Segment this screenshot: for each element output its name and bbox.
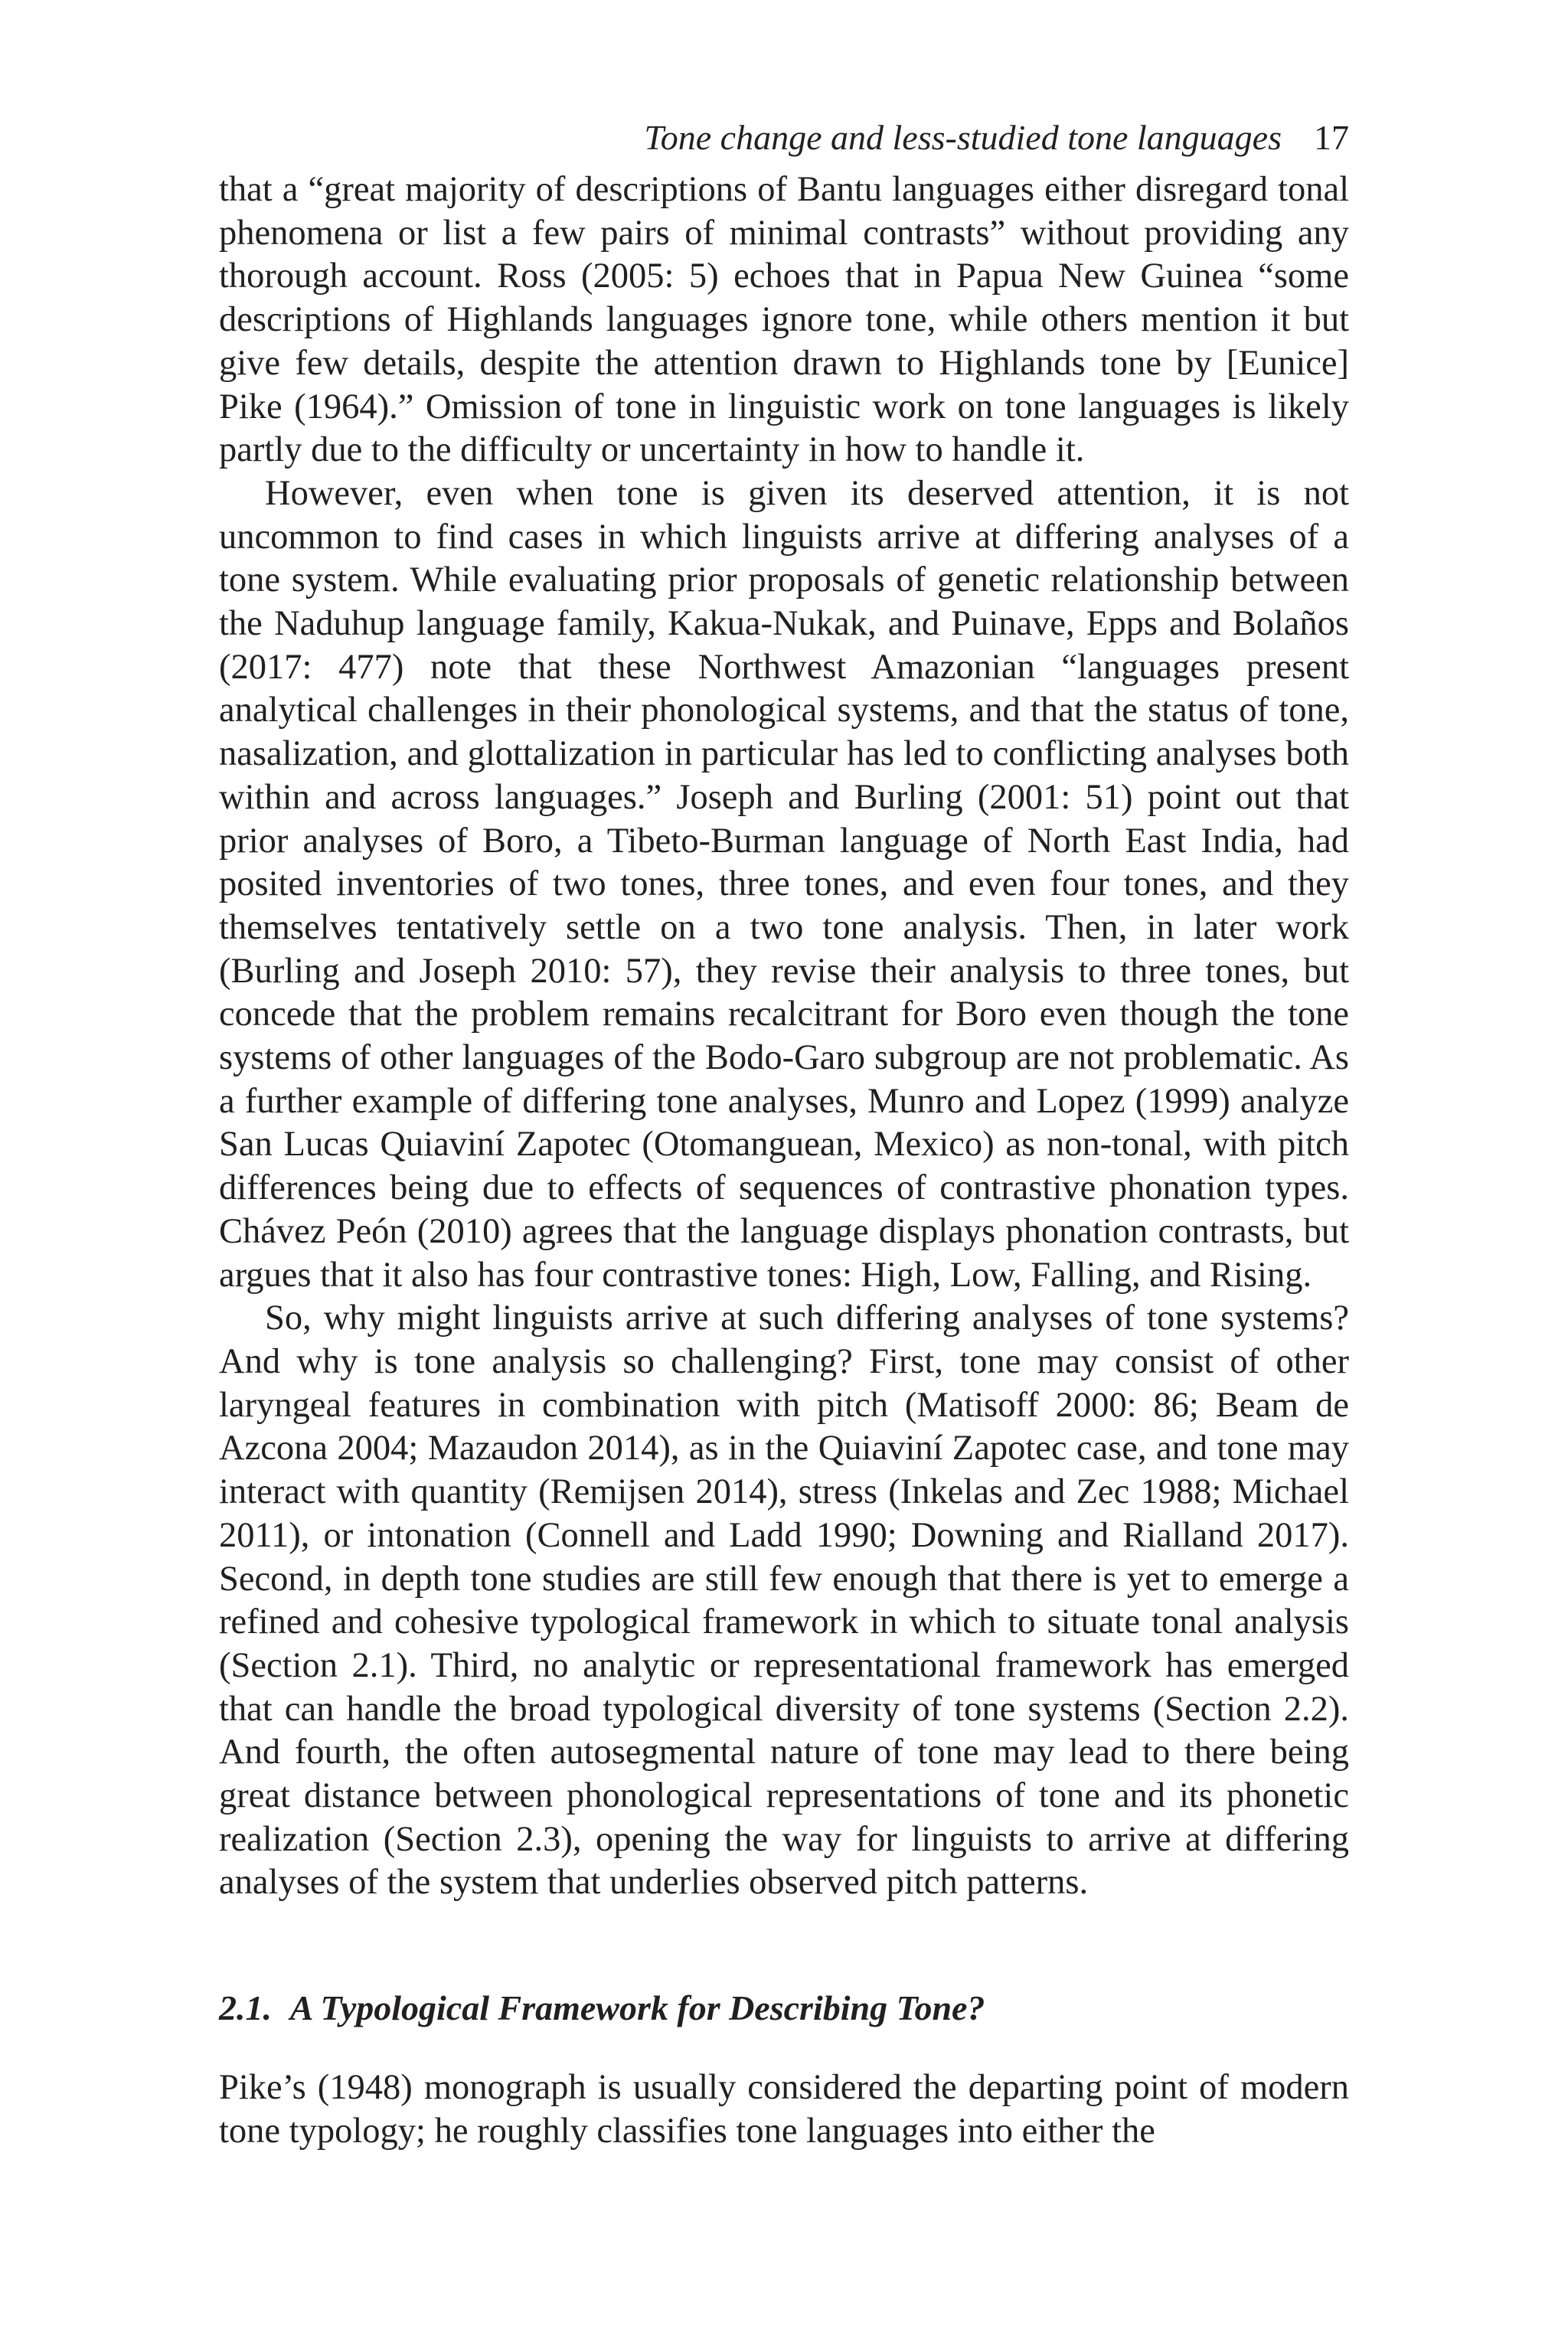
page-number: 17 (1314, 118, 1349, 157)
running-header (219, 115, 1349, 168)
paragraph-section-start: Pike’s (1948) monograph is usually considered the departing point of modern tone typology; he roughly classifies tone languages into either the (219, 2068, 1349, 2151)
running-title: Tone change and less-studied tone languages (644, 118, 1282, 157)
paragraph-differing-analyses: However, even when tone is given its deserved attention, it is not uncommon to find cases in which linguists arrive at differing analyses of a tone system. While evaluating prior proposals of genetic relationship between the Naduhup language family, Kakua-Nukak, and Puinave, Epps and Bolaños (2017: 477) note that these Northwest Amazonian “languages present analytical challenges in their phonological systems, and that the status of tone, nasalization, and glottalization in particular has led to conflicting analyses both within and across languages.” Joseph and Burling (2001: 51) point out that prior analyses of Boro, a Tibeto-Burman language of North East India, had posited inventories of two tones, three tones, and even four tones, and they themselves tentatively settle on a two tone analysis. Then, in later work (Burling and Joseph 2010: 57), they revise their analysis to three tones, but concede that the problem remains recalcitrant for Boro even though the tone systems of other languages of the Bodo-Garo subgroup are not problematic. As a further example of differing tone analyses, Munro and Lopez (1999) analyze San Lucas Quiaviní Zapotec (Otomanguean, Mexico) as non-tonal, with pitch differences being due to effects of sequences of contrastive phonation types. Chávez Peón (2010) agrees that the language displays phonation contrasts, but argues that it also has four contrastive tones: High, Low, Falling, and Rising. (219, 473, 1349, 1295)
section-number: 2.1. (219, 1988, 272, 2028)
paragraph-continued: that a “great majority of descriptions of Bantu languages either disregard tonal phenomena or list a few pairs of minimal contrasts” without providing any thorough account. Ross (2005: 5) echoes that in Papua New Guinea “some descriptions of Highlands languages ignore tone, while others mention it but give few details, despite the attention drawn to Highlands tone by [Eunice] Pike (1964).” Omission of tone in linguistic work on tone languages is likely partly due to the difficulty or uncertainty in how to handle it. (219, 170, 1349, 470)
section-heading (219, 1987, 1349, 2030)
paragraph-why-challenging: So, why might linguists arrive at such differing analyses of tone systems? And why is tone analysis so challenging? First, tone may consist of other laryngeal features in combination with pitch (Matisoff 2000: 86; Beam de Azcona 2004; Mazaudon 2014), as in the Quiaviní Zapotec case, and tone may interact with quantity (Remijsen 2014), stress (Inkelas and Zec 1988; Michael 2011), or intonation (Connell and Ladd 1990; Downing and Rialland 2017). Second, in depth tone studies are still few enough that there is yet to emerge a refined and cohesive typological framework in which to situate tonal analysis (Section 2.1). Third, no analytic or representational framework has emerged that can handle the broad typological diversity of tone systems (Section 2.2). And fourth, the often autosegmental nature of tone may lead to there being great distance between phonological representations of tone and its phonetic realization (Section 2.3), opening the way for linguists to arrive at differing analyses of the system that underlies observed pitch patterns. (219, 1298, 1349, 1903)
book-page (219, 115, 1349, 2154)
section-title: A Typological Framework for Describing Tone? (289, 1988, 985, 2028)
